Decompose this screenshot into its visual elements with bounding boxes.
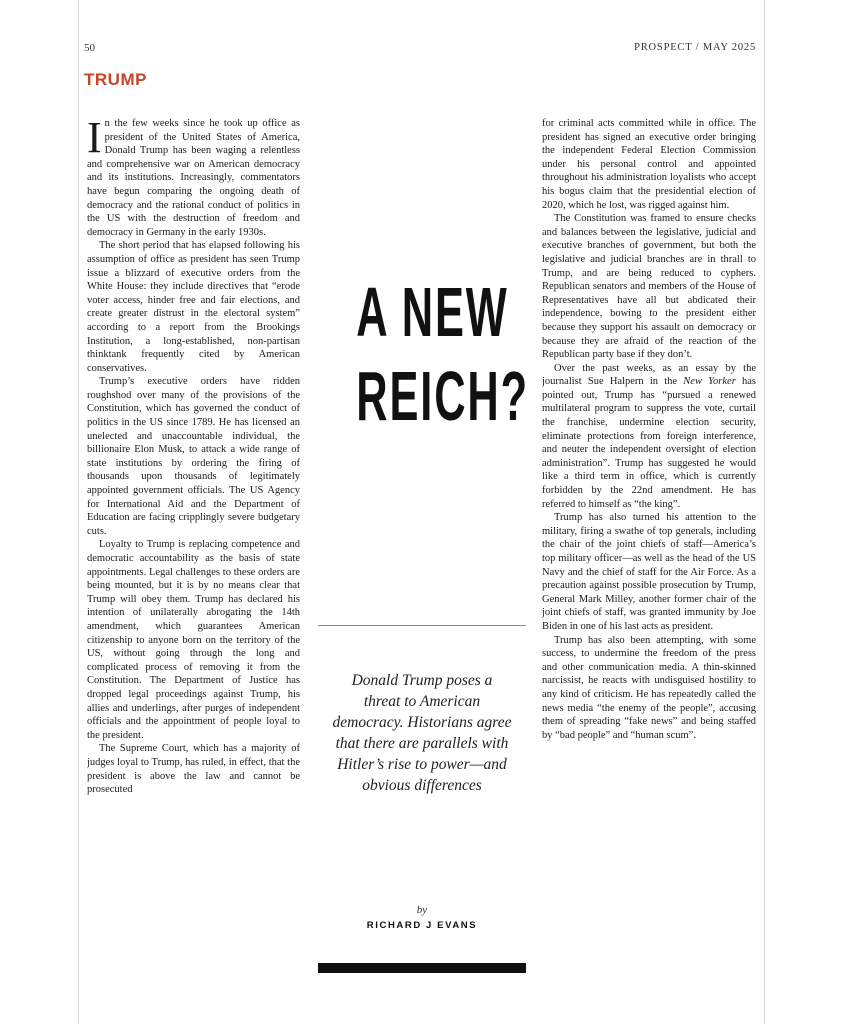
paragraph-text: n the few weeks since he took up office as president of the United States of America, Donald Trump has been waging a relentless and comprehensive war on American democracy and its institutions. Increasingly, commentators have begun comparing the ongoing death of democracy and the rational conduct of politics in the US with the destruction of freedom and democracy in Germany in the early 1930s. [87, 118, 300, 238]
paragraph: The short period that has elapsed following his assumption of office as president has seen Trump issue a blizzard of executive orders from the White House: they include directives that “erode voter access, hinder free and fair elections, and create greater distrust in the electoral system” according to a report from the Brookings Institution, a long-established, non-partisan thinktank frequently cited by American conservatives. [87, 240, 300, 374]
publication-name: New Yorker [683, 376, 736, 388]
paragraph: The Constitution was framed to ensure checks and balances between the legislative, judicial and executive branches of government, but both the legislative and judicial branches are in thrall to Trump, and are being reduced to cyphers. Republican senators and members of the House of Representatives have all but abdicated their independence, bowing to the president either because they support his assault on democracy or because they are afraid of the reaction of the Republican party base if they don’t. [542, 213, 756, 361]
decorative-bar [318, 963, 526, 973]
author-name: RICHARD J EVANS [366, 920, 478, 931]
divider-rule [318, 625, 526, 626]
paragraph: The Supreme Court, which has a majority of judges loyal to Trump, has ruled, in effect, that the president is above the law and cannot be prosecuted [87, 743, 300, 796]
paragraph: Trump has also turned his attention to the military, firing a swathe of top generals, including the chair of the joint chiefs of staff—America’s top military officer—as well as the head of the US Navy and the chief of staff for the Air Force. As a precaution against possible prosecution by Trump, General Mark Milley, another former chair of the joint chiefs of staff, was granted immunity by Joe Biden in one of his last acts as president. [542, 512, 756, 632]
running-head: PROSPECT / MAY 2025 [634, 42, 756, 53]
paragraph: for criminal acts committed while in office. The president has signed an executive order bringing the independent Federal Election Commission under his personal control and appointed throughout his administration loyalists who accept his bogus claim that the presidential election of 2020, which he lost, was rigged against him. [542, 118, 756, 211]
paragraph: Loyalty to Trump is replacing competence and democratic accountability as the basis of state appointments. Legal challenges to these orders are being mounted, but it is by no means clear that Trump will obey them. Trump has declared his intention of unilaterally abrogating the 14th amendment, which guarantees American citizenship to anyone born on the territory of the US, without going through the long and complicated process of removing it from the Constitution. The Department of Justice has dropped legal proceedings against Trump, his allies and underlings, after purges of independent officials and the appointment of people loyal to the president. [87, 539, 300, 741]
headline [356, 270, 529, 438]
paragraph: Trump’s executive orders have ridden roughshod over many of the provisions of the Constitution, which has governed the conduct of politics in the US since 1789. He has licensed an unelected and unaccountable individual, the billionaire Elon Musk, to attack a wide range of state institutions by ordering the firing of thousands upon thousands of legitimately appointed government officials. The US Agency for International Aid and the Department of Education are facing cripplingly severe budgetary cuts. [87, 376, 300, 537]
headline-line-1: A NEW [356, 273, 509, 351]
paragraph-text: has pointed out, Trump has “pursued a renewed multilateral program to suppress the vote, curtail the franchise, undermine election security, eliminate protections from foreign interference, and neuter the independent oversight of election administration”. Trump has suggested he would like a third term in office, which is currently forbidden by the 22nd amendment. He has referred to himself as “the king”. [542, 376, 756, 510]
headline-line-2: REICH? [356, 357, 529, 435]
drop-cap: I [87, 117, 102, 162]
body-column-left [87, 117, 300, 987]
body-column-right [542, 117, 756, 933]
byline-prefix: by [416, 904, 428, 916]
page-number: 50 [84, 42, 95, 54]
standfirst: Donald Trump poses a threat to American democracy. Historians agree that there are parallels with Hitler’s rise to power—and obvious differences [332, 672, 512, 794]
paragraph: Trump has also been attempting, with some success, to undermine the freedom of the press and other communication media. A thin-skinned narcissist, he reacts with undisguised hostility to any kind of criticism. He has repeatedly called the news media “the enemy of the people”, accusing them of spreading “fake news” and being staffed by “bad people” and “human scum”. [542, 634, 756, 741]
paragraph [542, 362, 756, 512]
paragraph-text: Over the past weeks, as an essay by the journalist Sue Halpern in the [542, 362, 756, 388]
paragraph [87, 117, 300, 239]
section-label: TRUMP [84, 70, 147, 89]
